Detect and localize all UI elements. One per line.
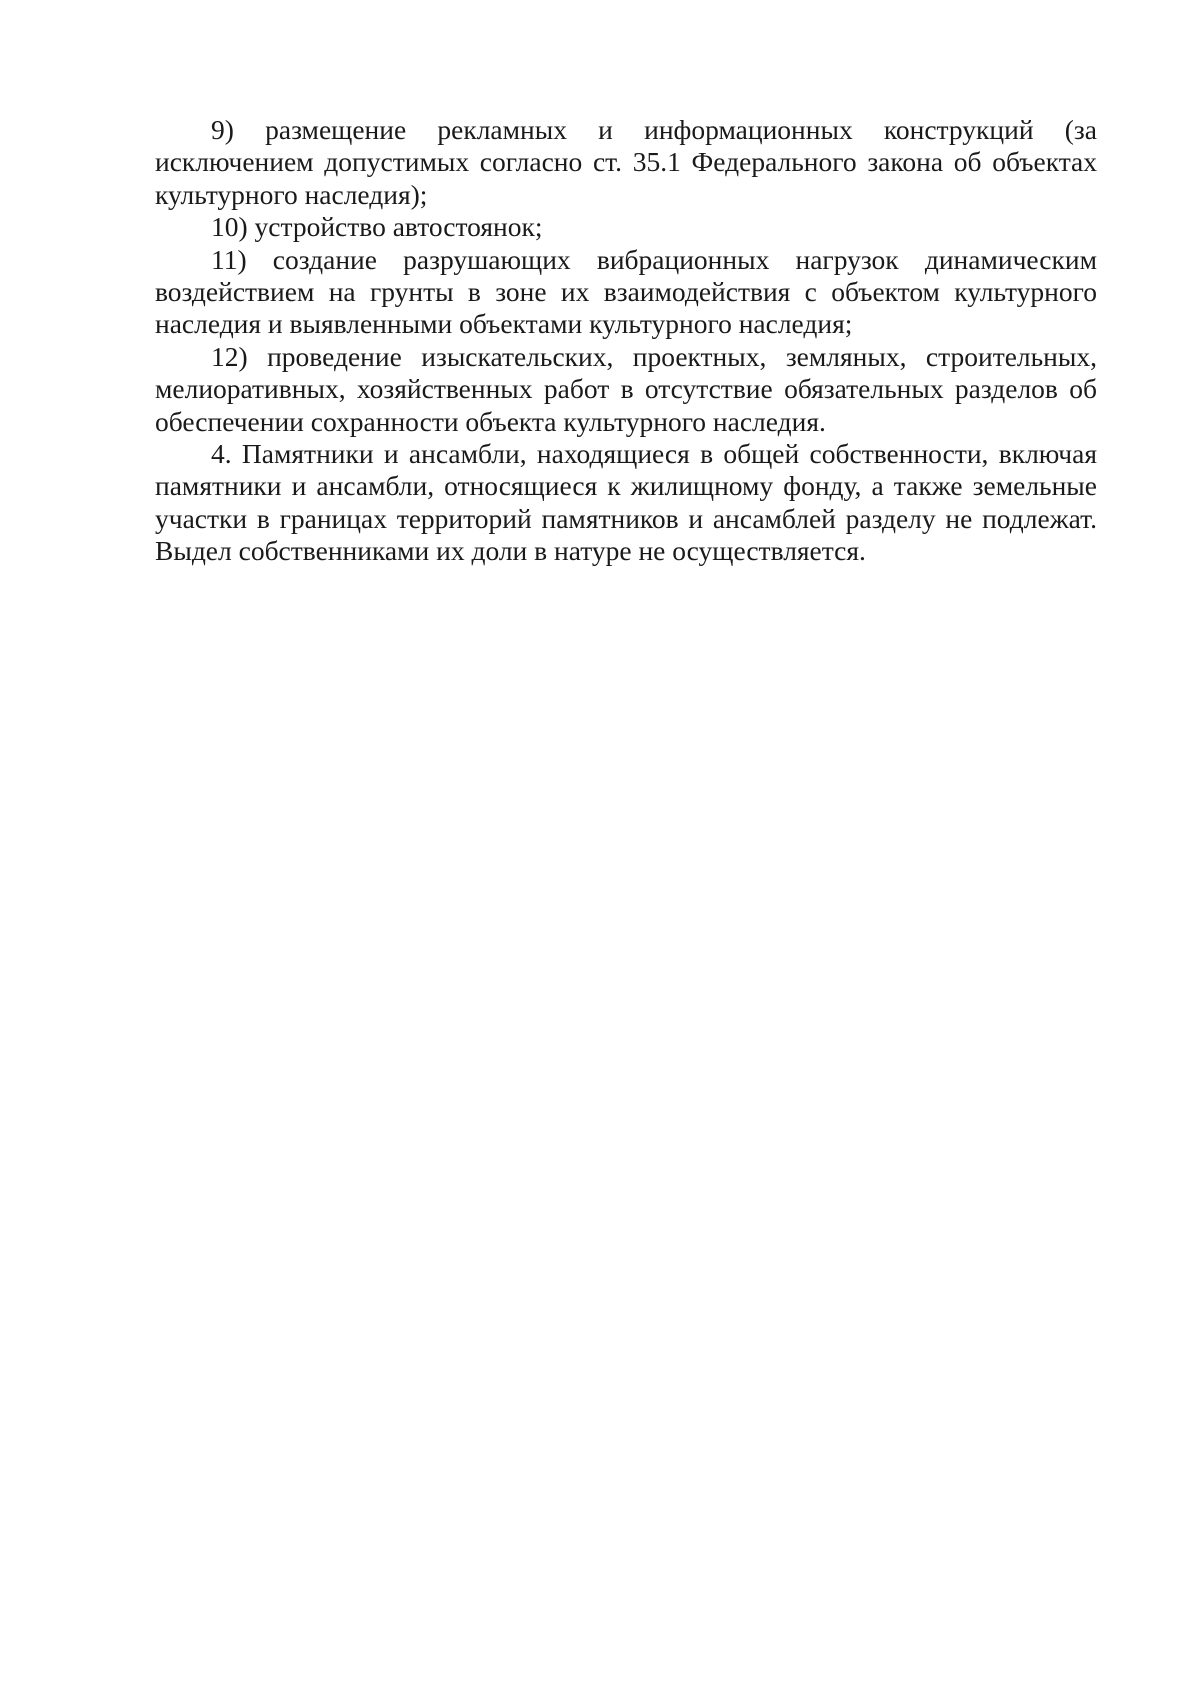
list-item-10-parking: 10) устройство автостоянок; (211, 211, 543, 243)
list-item-9-advertising: 9) размещение рекламных и информационных конструкций (за исключением допустимых согласно ст. 35.1 Федерального закона об объектах культурного наследия); (155, 114, 1097, 210)
list-item-12-works: 12) проведение изыскательских, проектных, земляных, строительных, мелиоративных, хозяйственных работ в отсутствие обязательных разделов об обеспечении сохранности объекта культурного наследия. (155, 340, 1097, 437)
document-body (155, 114, 1097, 568)
list-item-11-vibration: 11) создание разрушающих вибрационных нагрузок динамическим воздействием на грунты в зоне их взаимодействия с объектом культурного наследия и выявленными объектами культурного наследия; (155, 243, 1097, 340)
section-4-paragraph: 4. Памятники и ансамбли, находящиеся в общей собственности, включая памятники и ансамбли, относящиеся к жилищному фонду, а также земельные участки в границах территорий памятников и ансамблей разделу не подлежат. Выдел собственниками их доли в натуре не осуществляется. (155, 438, 1097, 567)
